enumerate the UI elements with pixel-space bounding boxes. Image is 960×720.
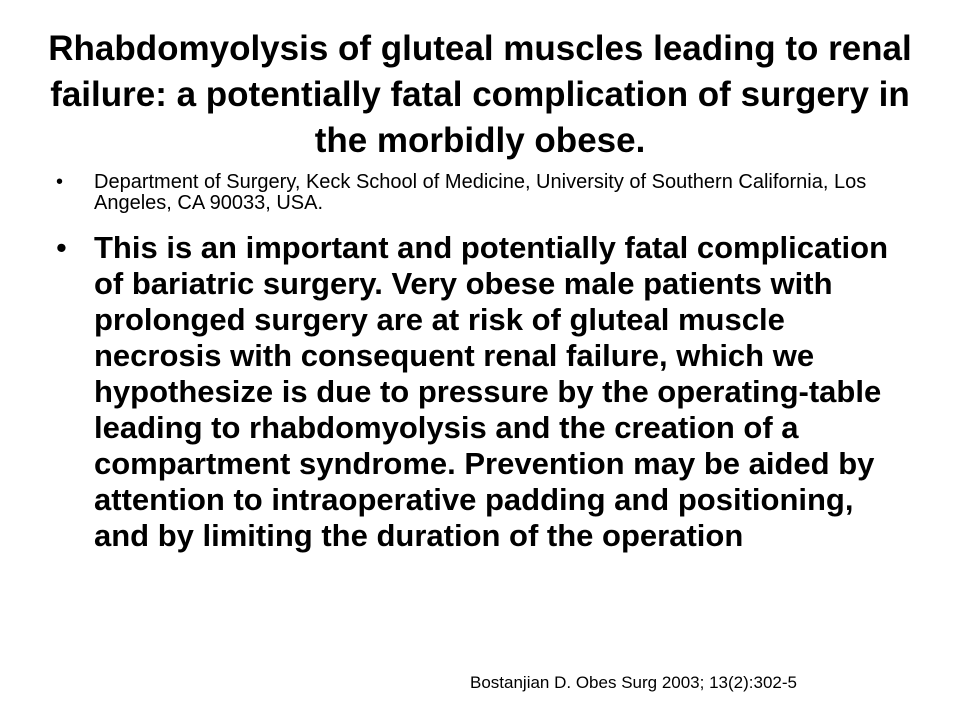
bullet-summary	[56, 230, 906, 554]
bullet-marker: •	[56, 230, 67, 265]
summary-text: This is an important and potentially fatal complication of bariatric surgery. Very obese male patients with prolonged surgery are at risk of gluteal muscle necrosis with consequent renal failure, which we hypothesize is due to pressure by the operating-table leading to rhabdomyolysis and the creation of a compartment syndrome. Prevention may be aided by attention to intraoperative padding and positioning, and by limiting the duration of the operation	[94, 230, 889, 553]
affiliation-text: Department of Surgery, Keck School of Medicine, University of Southern California, Los Angeles, CA 90033, USA.	[94, 171, 867, 214]
bullet-marker: •	[56, 171, 64, 193]
citation: Bostanjian D. Obes Surg 2003; 13(2):302-5	[470, 673, 797, 692]
slide-title: Rhabdomyolysis of gluteal muscles leading to renal failure: a potentially fatal complication of surgery in the morbidly obese.	[48, 29, 912, 160]
bullet-list	[56, 172, 906, 554]
bullet-affiliation	[56, 172, 906, 214]
